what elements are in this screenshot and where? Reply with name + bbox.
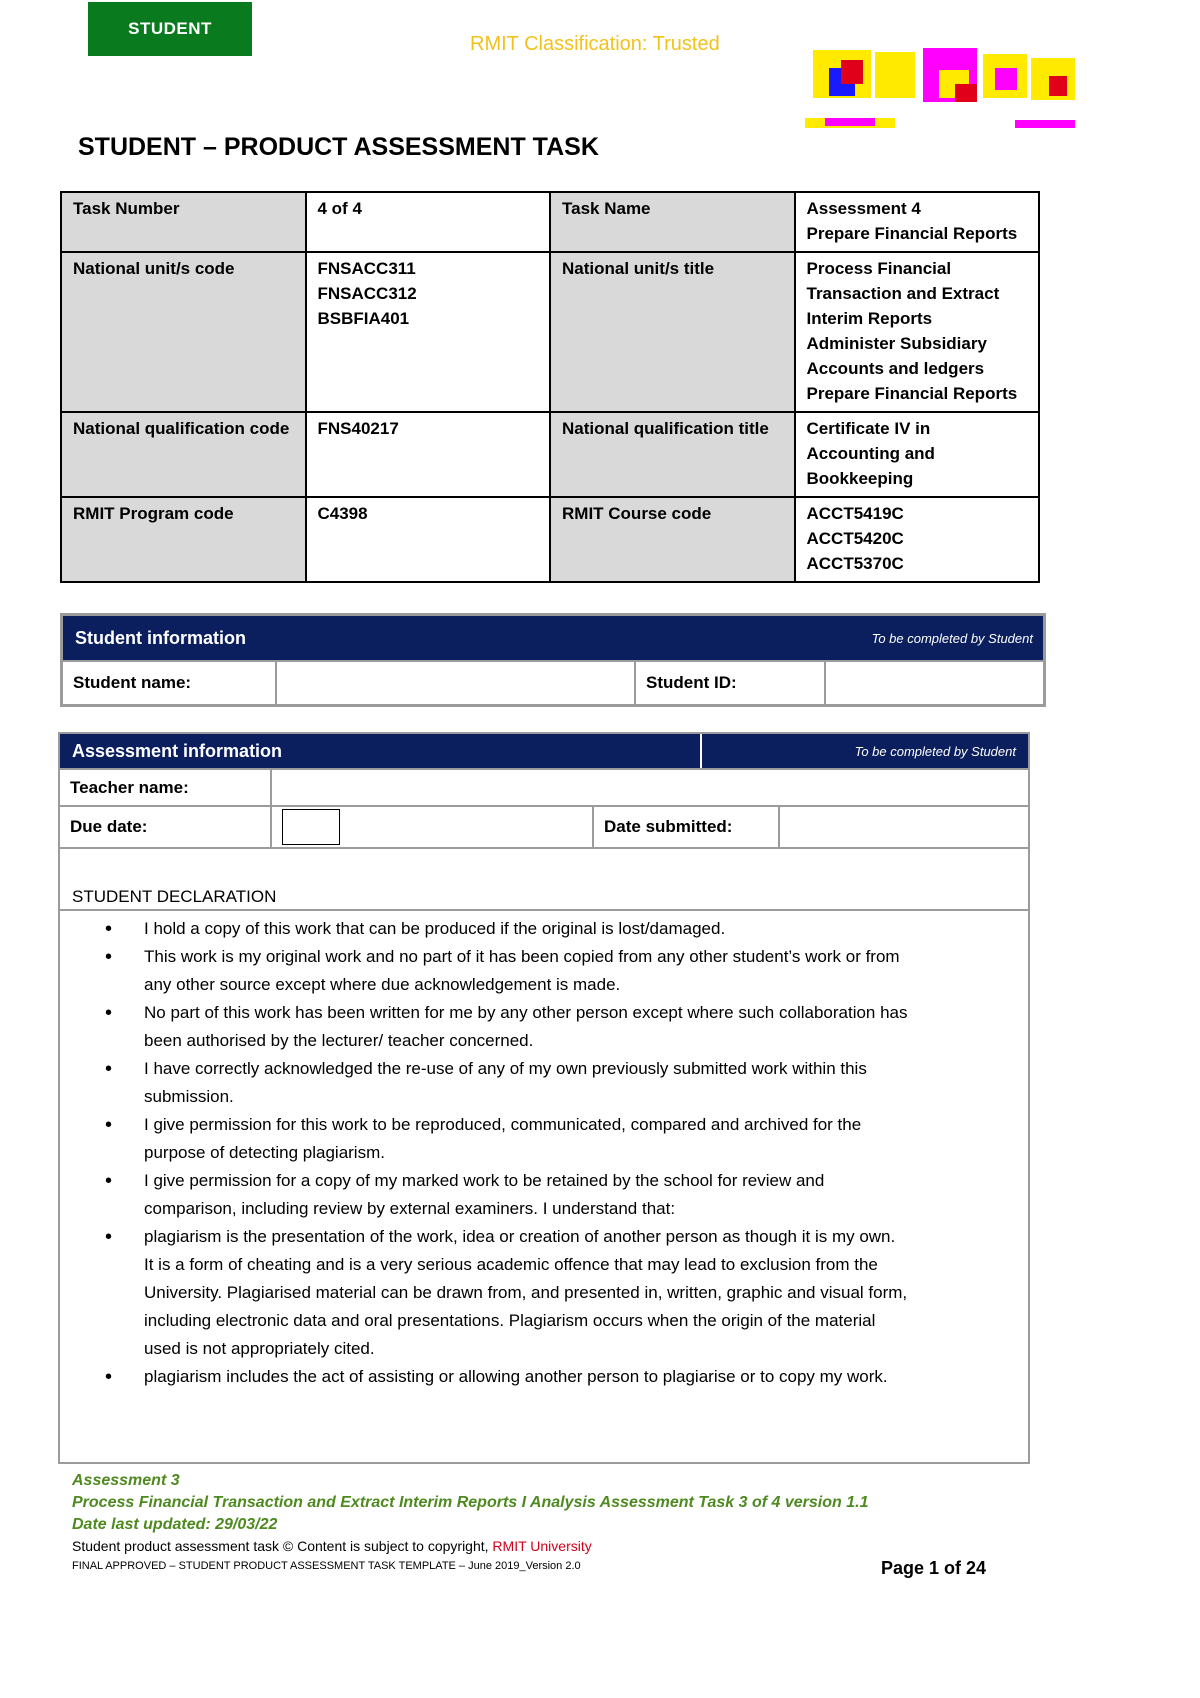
table-cell-value: Process Financial Transaction and Extract Interim Reports Administer Subsidiary Accounts and ledgers Prepare Financial Reports [795,252,1040,412]
header-divider [700,734,702,768]
rmit-logo-icon [805,40,1105,140]
completion-note: To be completed by Student [871,630,1033,646]
table-row [61,252,1039,412]
list-item: • I give permission for a copy of my marked work to be retained by the school for review and comparison, including review by external examiners. I understand that: [60,1167,1028,1223]
page-number: Page 1 of 24 [880,1558,986,1578]
footer-copyright [72,1538,1012,1554]
student-name-label: Student name: [73,673,192,692]
table-cell-value: ACCT5419C ACCT5420C ACCT5370C [795,497,1040,582]
list-item: • I hold a copy of this work that can be produced if the original is lost/damaged. [60,915,1028,943]
list-item: • This work is my original work and no part of it has been copied from any other student’s work or from any other source except where due acknowledgement is made. [60,943,1028,999]
task-details-table [60,191,1040,583]
page-title: STUDENT – PRODUCT ASSESSMENT TASK [78,133,599,161]
table-cell-label: Task Name [550,192,795,252]
declaration-list [60,909,1028,1391]
declaration-title: STUDENT DECLARATION [72,887,277,906]
teacher-row [60,768,1028,805]
table-cell-label: National unit/s title [550,252,795,412]
table-cell-value: FNS40217 [306,412,551,497]
list-item: • No part of this work has been written for me by any other person except where such collaboration has been authorised by the lecturer/ teacher concerned. [60,999,1028,1055]
date-submitted-field[interactable] [778,807,1028,847]
list-item: • I have correctly acknowledged the re-use of any of my own previously submitted work within this submission. [60,1055,1028,1111]
footer-assessment: Assessment 3 [72,1472,180,1489]
student-name-field[interactable] [275,662,634,704]
footer-date-updated: Date last updated: 29/03/22 [72,1516,278,1533]
date-submitted-label: Date submitted: [592,807,778,847]
table-cell-value: 4 of 4 [306,192,551,252]
teacher-name-label: Teacher name: [70,777,189,797]
table-cell-value: FNSACC311 FNSACC312 BSBFIA401 [306,252,551,412]
list-item: • I give permission for this work to be reproduced, communicated, compared and archived for the purpose of detecting plagiarism. [60,1111,1028,1167]
declaration-header [60,847,1028,909]
table-cell-value: C4398 [306,497,551,582]
assessment-information-section [58,732,1030,1464]
student-fields-row [63,660,1043,704]
table-cell-value: Certificate IV in Accounting and Bookkeeping [795,412,1040,497]
table-cell-label: Task Number [61,192,306,252]
table-cell-label: National unit/s code [61,252,306,412]
due-date-label: Due date: [70,817,148,836]
classification-label: RMIT Classification: Trusted [470,33,720,55]
student-badge: STUDENT [88,2,252,56]
list-item: • plagiarism is the presentation of the work, idea or creation of another person as though it is my own. It is a form of cheating and is a very serious academic offence that may lead to exclusion from the University. Plagiarised material can be drawn from, and presented in, written, graphic and visual form, including electronic data and oral presentations. Plagiarism occurs when the origin of the material used is not appropriately cited. [60,1223,1028,1363]
section-header [60,734,1028,768]
table-cell-value: Assessment 4 Prepare Financial Reports [795,192,1040,252]
due-date-field[interactable] [282,809,340,845]
section-heading: Student information [75,627,246,648]
table-row [61,412,1039,497]
copyright-owner: RMIT University [492,1538,592,1554]
footer-template-version: FINAL APPROVED – STUDENT PRODUCT ASSESSMENT TASK TEMPLATE – June 2019_Version 2.0 [72,1560,581,1572]
table-cell-label: RMIT Course code [550,497,795,582]
section-heading: Assessment information [72,740,283,761]
student-id-label: Student ID: [634,662,824,704]
table-cell-label: National qualification code [61,412,306,497]
copyright-text: Student product assessment task © Content is subject to copyright, [72,1538,489,1554]
student-id-field[interactable] [824,662,1043,704]
teacher-name-field[interactable] [270,770,1028,805]
footer-task-info: Process Financial Transaction and Extract Interim Reports I Analysis Assessment Task 3 of 4 version 1.1 [72,1494,869,1511]
table-row [61,497,1039,582]
page-footer [72,1470,1012,1578]
completion-note: To be completed by Student [854,743,1016,759]
student-information-section [60,613,1046,707]
section-header [63,616,1043,660]
dates-row [60,805,1028,847]
table-row [61,192,1039,252]
due-date-cell [270,807,592,847]
list-item: • plagiarism includes the act of assisting or allowing another person to plagiarise or to copy my work. [60,1363,1028,1391]
table-cell-label: National qualification title [550,412,795,497]
table-cell-label: RMIT Program code [61,497,306,582]
